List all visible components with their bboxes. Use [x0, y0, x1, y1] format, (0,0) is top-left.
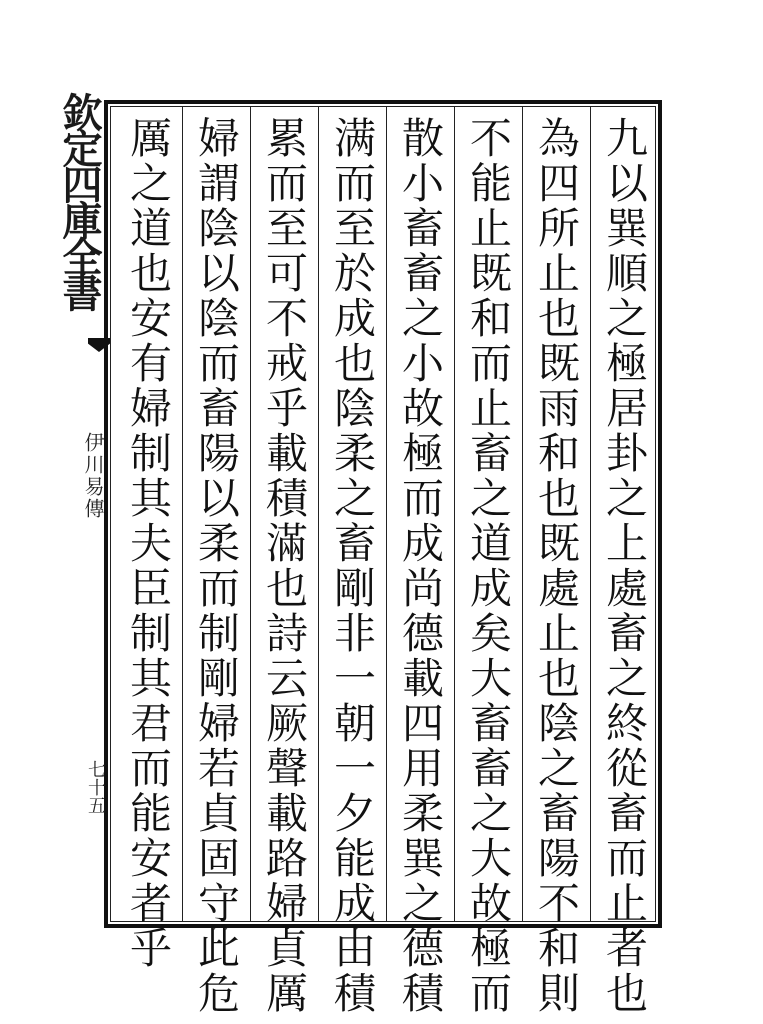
text-column-8: 厲之道也安有婦制其夫臣制其君而能安者乎	[124, 116, 173, 971]
text-column-3: 不能止既和而止畜之道成矣大畜畜之大故極而	[464, 116, 513, 1016]
text-column-5: 满而至於成也陰柔之畜剛非一朝一夕能成由積	[328, 116, 377, 1016]
book-title: 欽定四庫全書	[56, 92, 103, 308]
column-rule	[522, 106, 523, 922]
text-column-1: 九以巽順之極居卦之上處畜之終從畜而止者也	[600, 116, 649, 1016]
page-number: 七十五	[85, 760, 106, 814]
text-column-4: 散小畜畜之小故極而成尚德載四用柔巽之德積	[396, 116, 445, 1016]
column-rule	[182, 106, 183, 922]
column-rule	[590, 106, 591, 922]
column-rule	[386, 106, 387, 922]
column-rule	[250, 106, 251, 922]
text-column-2: 為四所止也既雨和也既處止也陰之畜陽不和則	[532, 116, 581, 1016]
text-column-6: 累而至可不戒乎載積滿也詩云厥聲載路婦貞厲	[260, 116, 309, 1016]
section-title: 伊川易傳	[81, 432, 105, 520]
column-rule	[454, 106, 455, 922]
text-column-7: 婦謂陰以陰而畜陽以柔而制剛婦若貞固守此危	[192, 116, 241, 1016]
column-rule	[318, 106, 319, 922]
